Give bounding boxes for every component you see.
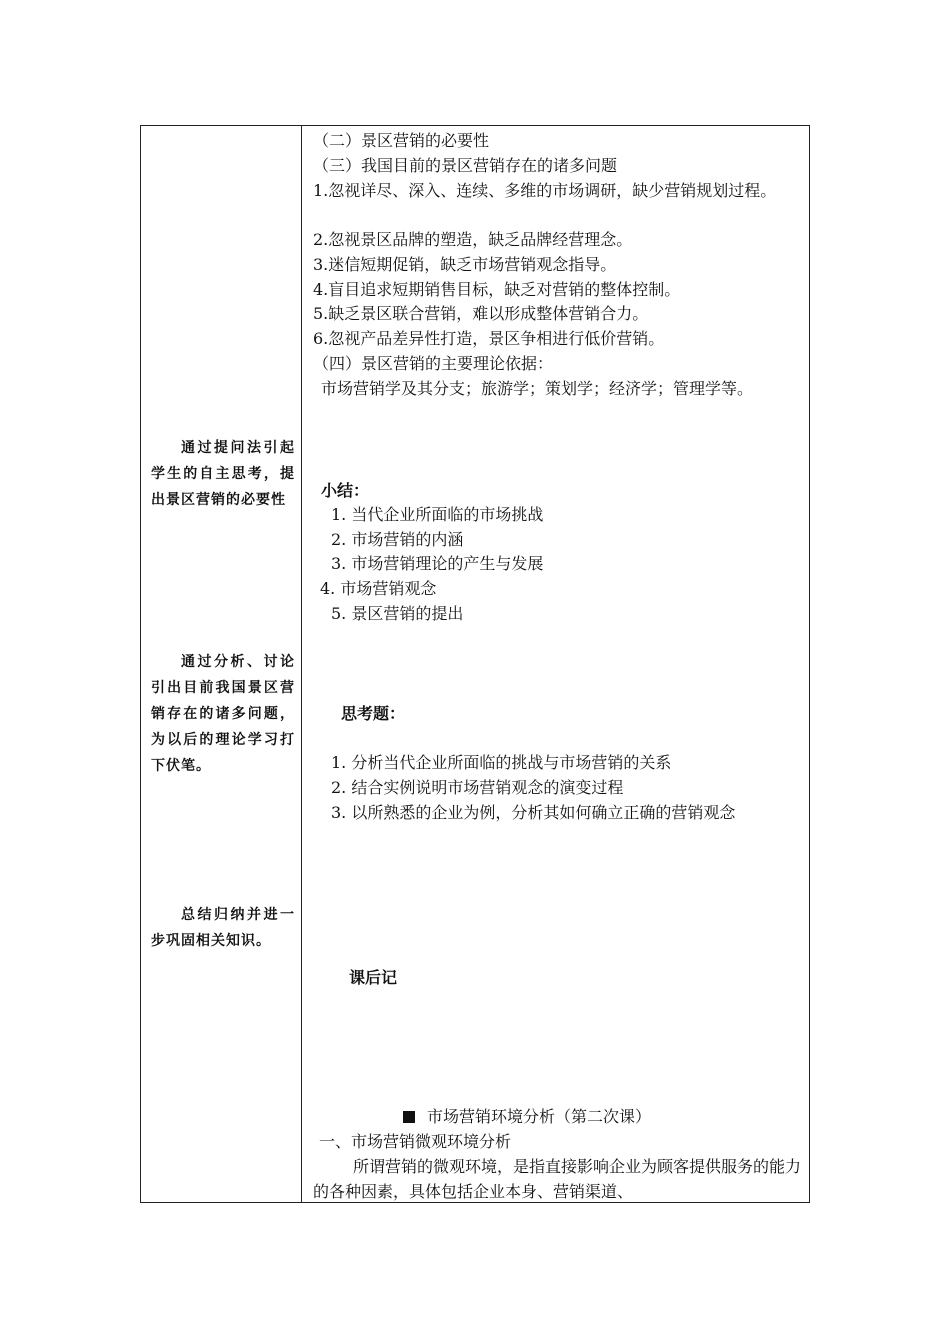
black-square-icon (403, 1111, 415, 1123)
summary-item: 3. 市场营销理论的产生与发展 (331, 554, 544, 573)
summary-item: 1. 当代企业所面临的市场挑战 (331, 505, 544, 524)
question-item: 2. 结合实例说明市场营销观念的演变过程 (331, 778, 624, 797)
question-item: 3. 以所熟悉的企业为例，分析其如何确立正确的营销观念 (331, 803, 736, 822)
teaching-note: 通过分析、讨论引出目前我国景区营销存在的诸多问题，为以后的理论学习打下伏笔。 (151, 654, 295, 774)
afterword-title: 课后记 (349, 968, 398, 987)
next-section-title: 市场营销环境分析（第二次课） (403, 1104, 801, 1129)
section-heading: （四）景区营销的主要理论依据： (313, 354, 554, 373)
teaching-note: 总结归纳并进一步巩固相关知识。 (151, 907, 295, 949)
theory-text: 市场营销学及其分支；旅游学；策划学；经济学；管理学等。 (321, 379, 754, 398)
section-heading: （二）景区营销的必要性 (313, 131, 490, 150)
teaching-notes-column (141, 126, 301, 1202)
problem-item: 5.缺乏景区联合营销，难以形成整体营销合力。 (313, 304, 649, 323)
lesson-plan-table (140, 125, 810, 1203)
next-section-paragraph: 所谓营销的微观环境，是指直接影响企业为顾客提供服务的能力的各种因素，具体包括企业本身、营销渠道、 (313, 1157, 802, 1201)
problem-item: 4.盲目追求短期销售目标，缺乏对营销的整体控制。 (313, 280, 681, 299)
problem-item: 6.忽视产品差异性打造，景区争相进行低价营销。 (313, 329, 665, 348)
summary-item: 4. 市场营销观念 (320, 579, 437, 598)
teaching-note: 通过提问法引起学生的自主思考，提出景区营销的必要性 (151, 440, 295, 508)
questions-title: 思考题： (341, 704, 406, 723)
column-divider (301, 126, 302, 1202)
summary-title: 小结： (321, 481, 370, 500)
problem-item: 1.忽视详尽、深入、连续、多维的市场调研，缺少营销规划过程。 (313, 181, 777, 200)
question-item: 1. 分析当代企业所面临的挑战与市场营销的关系 (331, 753, 672, 772)
section-heading: （三）我国目前的景区营销存在的诸多问题 (313, 156, 618, 175)
problem-item: 2.忽视景区品牌的塑造，缺乏品牌经营理念。 (313, 230, 633, 249)
content-column (303, 126, 809, 1202)
next-section-subtitle: 一、市场营销微观环境分析 (319, 1132, 512, 1151)
summary-item: 2. 市场营销的内涵 (331, 530, 464, 549)
summary-item: 5. 景区营销的提出 (331, 604, 464, 623)
problem-item: 3.迷信短期促销，缺乏市场营销观念指导。 (313, 255, 617, 274)
